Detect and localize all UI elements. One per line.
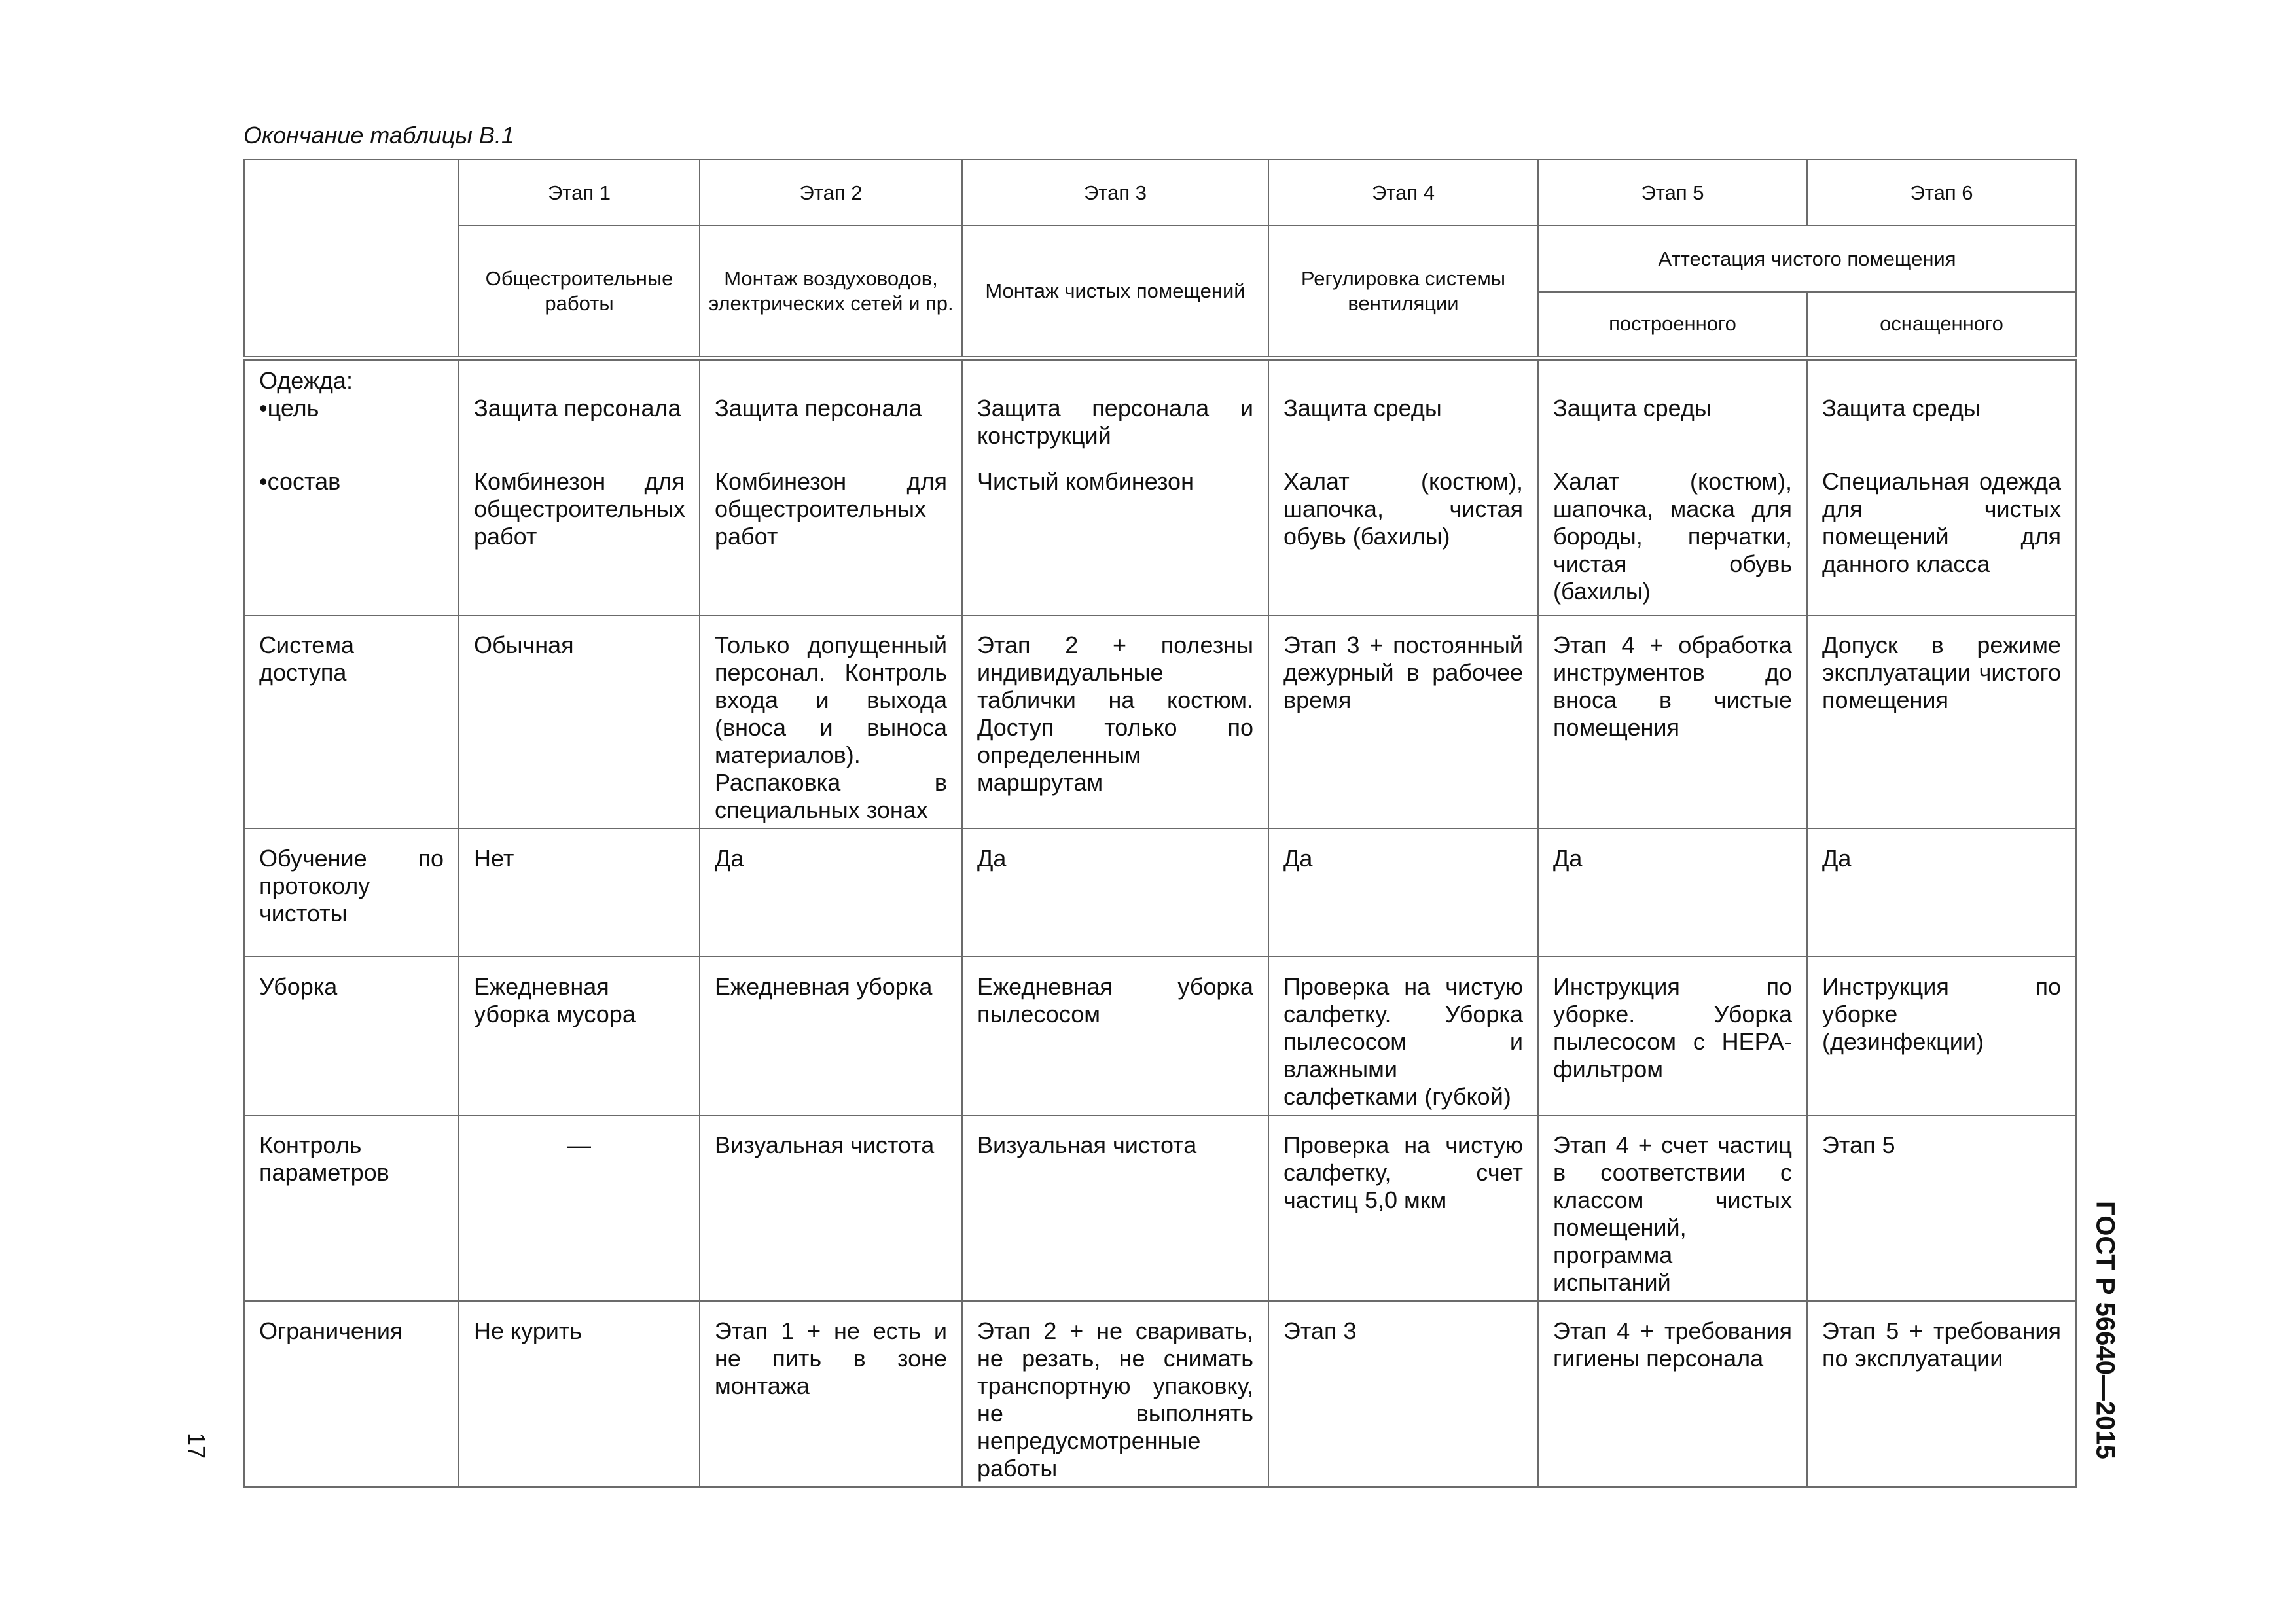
clothing-composition-cell: Комбинезон для общестроительных работ [474, 467, 685, 550]
table-cell: Нет [459, 829, 700, 957]
table-cell: Этап 4 + счет частиц в соответствии с классом чистых помещений, программа испытаний [1538, 1115, 1807, 1301]
table-cell: Этап 3 + постоянный дежурный в рабочее время [1268, 615, 1538, 829]
table-cell: — [459, 1115, 700, 1301]
table-cell: Да [1268, 829, 1538, 957]
table-cell: Обычная [459, 615, 700, 829]
table-cell: Да [700, 829, 962, 957]
stages-table [243, 159, 2077, 1488]
table-cell: Этап 4 + требования гигиены персонала [1538, 1301, 1807, 1487]
clothing-goal-cell: Защита среды [1283, 394, 1442, 421]
table-row-cleaning [244, 957, 2076, 1115]
table-cell [459, 358, 700, 615]
row-label-control: Контроль параметров [244, 1115, 459, 1301]
clothing-goal-cell: Защита персонала и конструкций [977, 394, 1253, 449]
table-cell: Только допущенный персонал. Контроль входа и выхода (вноса и выноса материалов). Распаковка в специальных зонах [700, 615, 962, 829]
header-attestation: Аттестация чистого помещения [1538, 226, 2076, 292]
header-built: построенного [1538, 292, 1807, 358]
table-cell [1538, 358, 1807, 615]
clothing-composition-cell: Халат (костюм), шапочка, маска для бороды, перчатки, чистая обувь (бахилы) [1553, 467, 1792, 605]
header-stage-2: Этап 2 [700, 160, 962, 226]
header-stage-4: Этап 4 [1268, 160, 1538, 226]
table-cell: Проверка на чистую салфетку. Уборка пылесосом и влажными салфетками (губкой) [1268, 957, 1538, 1115]
table-cell: Этап 2 + полезны индивидуальные таблички на костюм. Доступ только по определенным маршрутам [962, 615, 1268, 829]
table-cell: Ежедневная уборка мусора [459, 957, 700, 1115]
table-cell: Не курить [459, 1301, 700, 1487]
table-row-access [244, 615, 2076, 829]
table-cell: Визуальная чистота [962, 1115, 1268, 1301]
table-cell: Да [1538, 829, 1807, 957]
row-label-cleaning: Уборка [244, 957, 459, 1115]
table-cell: Этап 2 + не сваривать, не резать, не снимать транспортную упаковку, не выполнять непредусмотренные работы [962, 1301, 1268, 1487]
table-cell [1807, 358, 2076, 615]
clothing-composition-cell: Комбинезон для общестроительных работ [715, 467, 947, 550]
table-caption: Окончание таблицы В.1 [243, 122, 514, 149]
header-work-2: Монтаж воздуховодов, электрических сетей и пр. [700, 226, 962, 358]
table-cell: Этап 5 + требования по эксплуатации [1807, 1301, 2076, 1487]
clothing-composition-cell: Чистый комбинезон [977, 467, 1194, 495]
header-stage-5: Этап 5 [1538, 160, 1807, 226]
header-stage-3: Этап 3 [962, 160, 1268, 226]
table-cell [700, 358, 962, 615]
table-cell: Проверка на чистую салфетку, счет частиц 5,0 мкм [1268, 1115, 1538, 1301]
clothing-label: Одежда: [259, 366, 353, 394]
header-work-1: Общестроительные работы [459, 226, 700, 358]
table-cell: Этап 4 + обработка инструментов до вноса в чистые помещения [1538, 615, 1807, 829]
table-row-training [244, 829, 2076, 957]
header-work-3: Монтаж чистых помещений [962, 226, 1268, 358]
row-label-training: Обучение по протоколу чистоты [244, 829, 459, 957]
table-row-restrictions [244, 1301, 2076, 1487]
row-label-clothing [244, 358, 459, 615]
clothing-goal-cell: Защита персонала [474, 394, 681, 421]
table-cell: Ежедневная уборка [700, 957, 962, 1115]
table-cell: Этап 1 + не есть и не пить в зоне монтажа [700, 1301, 962, 1487]
clothing-goal-label: •цель [259, 394, 319, 421]
table-cell: Инструкция по уборке. Уборка пылесосом с HEPA-фильтром [1538, 957, 1807, 1115]
table-cell: Да [1807, 829, 2076, 957]
header-stage-6: Этап 6 [1807, 160, 2076, 226]
table-cell: Инструкция по уборке (дезинфекции) [1807, 957, 2076, 1115]
header-stage-1: Этап 1 [459, 160, 700, 226]
clothing-composition-cell: Специальная одежда для чистых помещений для данного класса [1822, 467, 2061, 577]
clothing-goal-cell: Защита среды [1822, 394, 1981, 421]
clothing-composition-cell: Халат (костюм), шапочка, чистая обувь (бахилы) [1283, 467, 1523, 550]
table-cell: Визуальная чистота [700, 1115, 962, 1301]
table-cell: Да [962, 829, 1268, 957]
table-cell: Этап 3 [1268, 1301, 1538, 1487]
clothing-goal-cell: Защита среды [1553, 394, 1712, 421]
table-cell [1268, 358, 1538, 615]
row-label-access: Система доступа [244, 615, 459, 829]
table-row-control [244, 1115, 2076, 1301]
table-cell: Ежедневная уборка пылесосом [962, 957, 1268, 1115]
header-corner-cell [244, 160, 459, 358]
table-cell: Допуск в режиме эксплуатации чистого помещения [1807, 615, 2076, 829]
table-row-clothing [244, 358, 2076, 615]
table-cell [962, 358, 1268, 615]
page-number: 17 [183, 1432, 211, 1459]
clothing-composition-label: •состав [259, 467, 341, 495]
row-label-restrictions: Ограничения [244, 1301, 459, 1487]
header-work-4: Регулировка системы вентиляции [1268, 226, 1538, 358]
header-equipped: оснащенного [1807, 292, 2076, 358]
document-code: ГОСТ Р 56640—2015 [2090, 1201, 2120, 1459]
table-cell: Этап 5 [1807, 1115, 2076, 1301]
clothing-goal-cell: Защита персонала [715, 394, 922, 421]
